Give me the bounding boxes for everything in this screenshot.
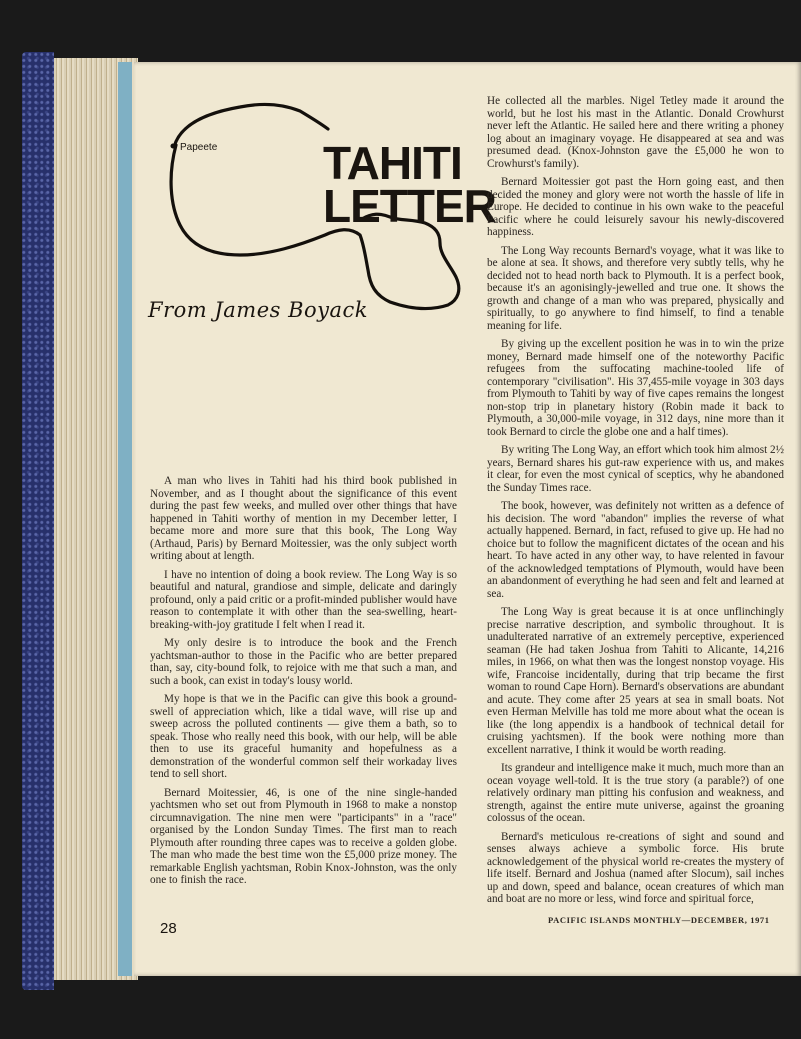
- page-number: 28: [160, 920, 177, 937]
- paragraph: Bernard's meticulous re-creations of sight and sound and senses always achieve a symbolic force. His brute acknowledgement of the physical world re-creates the mystery of life itself. Bernard and Joshua (named after Slocum), sail inches up and down, speed and balance, ocean creatures of which man and boat are no more or less, wind force and spiritual force,: [487, 830, 784, 905]
- book-binding: [22, 52, 54, 990]
- map-label-papeete: Papeete: [180, 142, 218, 153]
- paragraph: The Long Way is great because it is at once unflinchingly precise narrative description, and symbolic throughout. It is unadulterated narrative of an extremely perceptive, experienced seaman (He had taken Joshua from Tahiti to Alicante, 14,216 miles, in 1966, on what then was the longest nonstop voyage. His wife, Francoise incidentally, during that trip became the first woman to round Cape Horn). Bernard's observations are abundant and acute. They come after 25 years at sea in small boats. Not even Herman Melville has told me more about what the ocean is like (the long appendix is a handbook of technical detail for cruising yachtsmen). If the book were nothing more than excellent narrative, I think it would be worth reading.: [487, 606, 784, 756]
- article-column-right: [487, 95, 784, 912]
- paragraph: The Long Way recounts Bernard's voyage, what it was like to be alone at sea. It shows, and therefore very subtly tells, why he decided not to head north back to Plymouth. It is a perfect book, because it's an agonisingly-jewelled and true one. It shows the growth and change of a man who was prepared, physically and spiritually, to go anywhere to find himself, to find a tenable meaning for life.: [487, 244, 784, 332]
- page-edges-tinted: [118, 62, 132, 976]
- article-title-line2: LETTER: [323, 180, 496, 232]
- article-title-line1: TAHITI: [323, 137, 462, 189]
- paragraph: My hope is that we in the Pacific can give this book a ground-swell of appreciation which, like a tidal wave, will rise up and sweep across the polluted continents — give them a bath, so to speak. Those who really need this book, with our help, will be able then to use its graceful humanity and hopefulness as a demonstration of the wonderful common self their workaday lives tend to sell short.: [150, 693, 457, 780]
- paragraph: Bernard Moitessier, 46, is one of the nine single-handed yachtsmen who set out from Plymouth in 1968 to make a nonstop circumnavigation. The nine men were "participants" in a "race" organised by the London Sunday Times. The first man to reach Plymouth after rounding three capes was to receive a golden globe. The man who made the best time won the £5,000 prize money. The remarkable English yachtsman, Robin Knox-Johnston, was the only one to finish the race.: [150, 786, 457, 886]
- paragraph: By writing The Long Way, an effort which took him almost 2½ years, Bernard shares his gut-raw experience with us, and makes it clear, for even the most cynical of sceptics, why he abandoned the Sunday Times race.: [487, 444, 784, 494]
- paragraph: By giving up the excellent position he was in to win the prize money, Bernard made himself one of the noteworthy Pacific refugees from the suffocating machine-tooled life of contemporary "civilisation". His 37,455-mile voyage in 303 days from Plymouth to Tahiti by way of five capes remains the longest non-stop trip in planetary history (Robin made it back to Plymouth, a 30,000-mile voyage, in 312 days, nine more than it took Bernard to circle the globe one and a half times).: [487, 338, 784, 438]
- running-footer: PACIFIC ISLANDS MONTHLY—DECEMBER, 1971: [548, 915, 770, 925]
- paragraph: Its grandeur and intelligence make it much, much more than an ocean voyage well-told. It is the true story (a parable?) of one relatively ordinary man pitting his confusion and weakness, and strength, against the entire mute universe, against the groaning colossus of the ocean.: [487, 762, 785, 824]
- paragraph: Bernard Moitessier got past the Horn going east, and then decided the money and glory were not worth the hassle of life in Europe. He decided to continue in his own wake to the peaceful Pacific where he could leisurely savour his newly-discovered happiness.: [487, 176, 784, 238]
- paragraph: He collected all the marbles. Nigel Tetley made it around the world, but he lost his mast in the Atlantic. Donald Crowhurst never left the Atlantic. He sailed here and there writing a phoney log about an imaginary voyage. He disappeared at sea and was presumed dead. (Knox-Johnston gave the £5,000 he won to Crowhurst's family).: [487, 95, 784, 170]
- article-column-left: [150, 475, 457, 893]
- paragraph: The book, however, was definitely not written as a defence of his decision. The word "abandon" implies the reverse of what actually happened. Bernard, in fact, refused to give up. He had no choice but to follow the magnificent dictates of the ocean and his heart. To have acted in any other way, to have relented in favour of the acknowledged temptations of Plymouth, would have been an abandonment of everything he had seen and felt and learned at sea.: [487, 500, 784, 600]
- paragraph: I have no intention of doing a book review. The Long Way is so beautiful and natural, grandiose and simple, delicate and daringly profound, only a paid critic or a profit-minded publisher would have reason to contemplate it with other than the sea-swelling, heart-breaking-with-joy gratitude I felt when I read it.: [150, 568, 457, 631]
- article-byline: From James Boyack: [148, 298, 369, 322]
- paragraph: A man who lives in Tahiti had his third book published in November, and as I thought about the significance of this event during the past few weeks, and mulled over other things that have happened in Tahiti worthy of mention in my December letter, I became more and more sure that this book, The Long Way (Arthaud, Paris) by Bernard Moitessier, was the only subject worth writing about at length.: [150, 475, 457, 562]
- paragraph: My only desire is to introduce the book and the French yachtsman-author to those in the Pacific who are better prepared than, say, city-bound folk, to rejoice with me that such a man, and such a book, can exist in today's lousy world.: [150, 637, 457, 687]
